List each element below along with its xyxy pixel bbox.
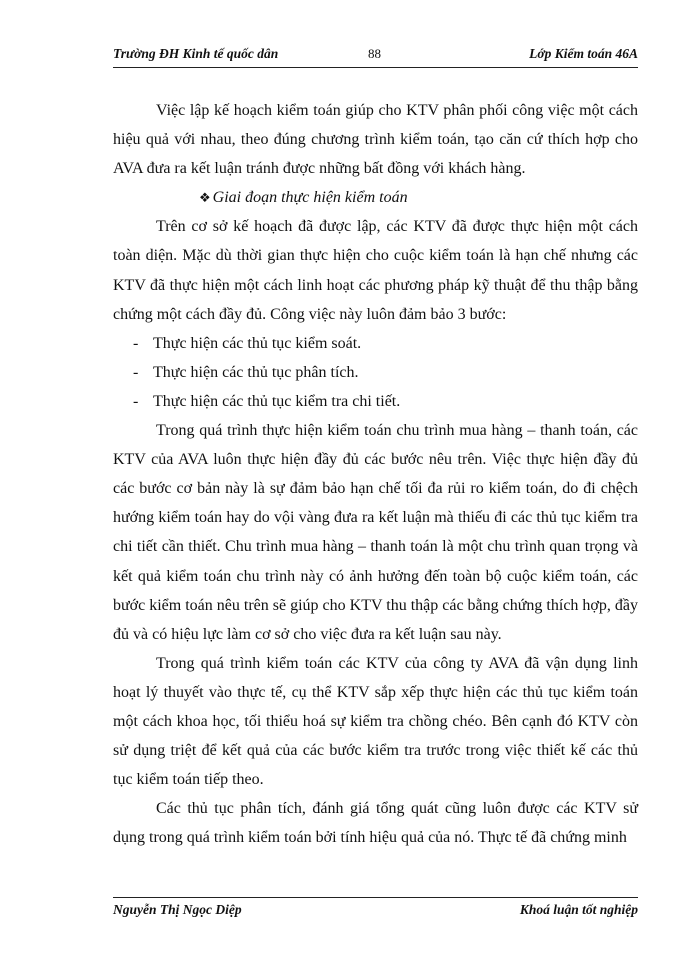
steps-list (113, 329, 638, 416)
paragraph-1: Việc lập kế hoạch kiểm toán giúp cho KTV phân phối công việc một cách hiệu quả với nhau, theo đúng chương trình kiểm toán, tạo căn cứ thích hợp cho AVA đưa ra kết luận tránh được những bất đồng với khách hàng. (113, 102, 638, 178)
dash-bullet-icon: - (133, 363, 139, 381)
footer-author: Nguyễn Thị Ngọc Diệp (113, 902, 242, 917)
paragraph-3: Trong quá trình thực hiện kiểm toán chu trình mua hàng – thanh toán, các KTV của AVA luôn thực hiện đầy đủ các bước nêu trên. Việc thực hiện đầy đủ các bước cơ bản này là sự đảm bảo hạn chế tối đa rủi ro kiểm toán, do đi chệch hướng kiểm toán hay do vội vàng đưa ra kết luận mà thiếu đi các thủ tục kiểm tra chi tiết cần thiết. Chu trình mua hàng – thanh toán là một chu trình quan trọng và kết quả kiểm toán chu trình này có ảnh hưởng đến toàn bộ cuộc kiểm toán, các bước kiểm toán nêu trên sẽ giúp cho KTV thu thập các bằng chứng thích hợp, đầy đủ và có hiệu lực làm cơ sở cho việc đưa ra kết luận sau này. (113, 422, 638, 643)
paragraph-5: Các thủ tục phân tích, đánh giá tổng quát cũng luôn được các KTV sử dụng trong quá trình kiểm toán bởi tính hiệu quả của nó. Thực tế đã chứng minh (113, 800, 638, 847)
list-item-text: Thực hiện các thủ tục phân tích. (153, 363, 359, 381)
header-class-name: Lớp Kiểm toán 46A (529, 46, 638, 61)
body-text (113, 96, 638, 852)
footer-thesis-type: Khoá luận tốt nghiệp (519, 902, 638, 917)
section-heading-text: Giai đoạn thực hiện kiểm toán (212, 189, 408, 207)
dash-bullet-icon: - (133, 392, 139, 410)
page-footer (113, 900, 638, 922)
header-rule (113, 67, 638, 68)
page-number: 88 (368, 46, 381, 61)
page-header (113, 44, 638, 68)
diamond-bullet-icon: ❖ (199, 190, 211, 206)
paragraph-2: Trên cơ sở kế hoạch đã được lập, các KTV đã được thực hiện một cách toàn diện. Mặc dù thời gian thực hiện cho cuộc kiểm toán là hạn chế nhưng các KTV đã thực hiện một cách linh hoạt các phương pháp kỹ thuật để thu thập bằng chứng một cách đầy đủ. Công việc này luôn đảm bảo 3 bước: (113, 218, 638, 323)
list-item (113, 387, 638, 416)
header-school: Trường ĐH Kinh tế quốc dân (113, 46, 279, 61)
list-item (113, 329, 638, 358)
section-heading (113, 183, 638, 212)
dash-bullet-icon: - (133, 334, 139, 352)
list-item (113, 358, 638, 387)
list-item-text: Thực hiện các thủ tục kiểm tra chi tiết. (153, 392, 401, 410)
paragraph-4: Trong quá trình kiểm toán các KTV của công ty AVA đã vận dụng linh hoạt lý thuyết vào thực tế, cụ thể KTV sắp xếp thực hiện các thủ tục kiểm toán một cách khoa học, tối thiểu hoá sự kiểm tra chồng chéo. Bên cạnh đó KTV còn sử dụng triệt để kết quả của các bước kiểm tra trước trong việc thiết kế các thủ tục kiểm toán tiếp theo. (113, 654, 638, 789)
list-item-text: Thực hiện các thủ tục kiểm soát. (153, 334, 362, 352)
footer-rule (113, 897, 638, 898)
